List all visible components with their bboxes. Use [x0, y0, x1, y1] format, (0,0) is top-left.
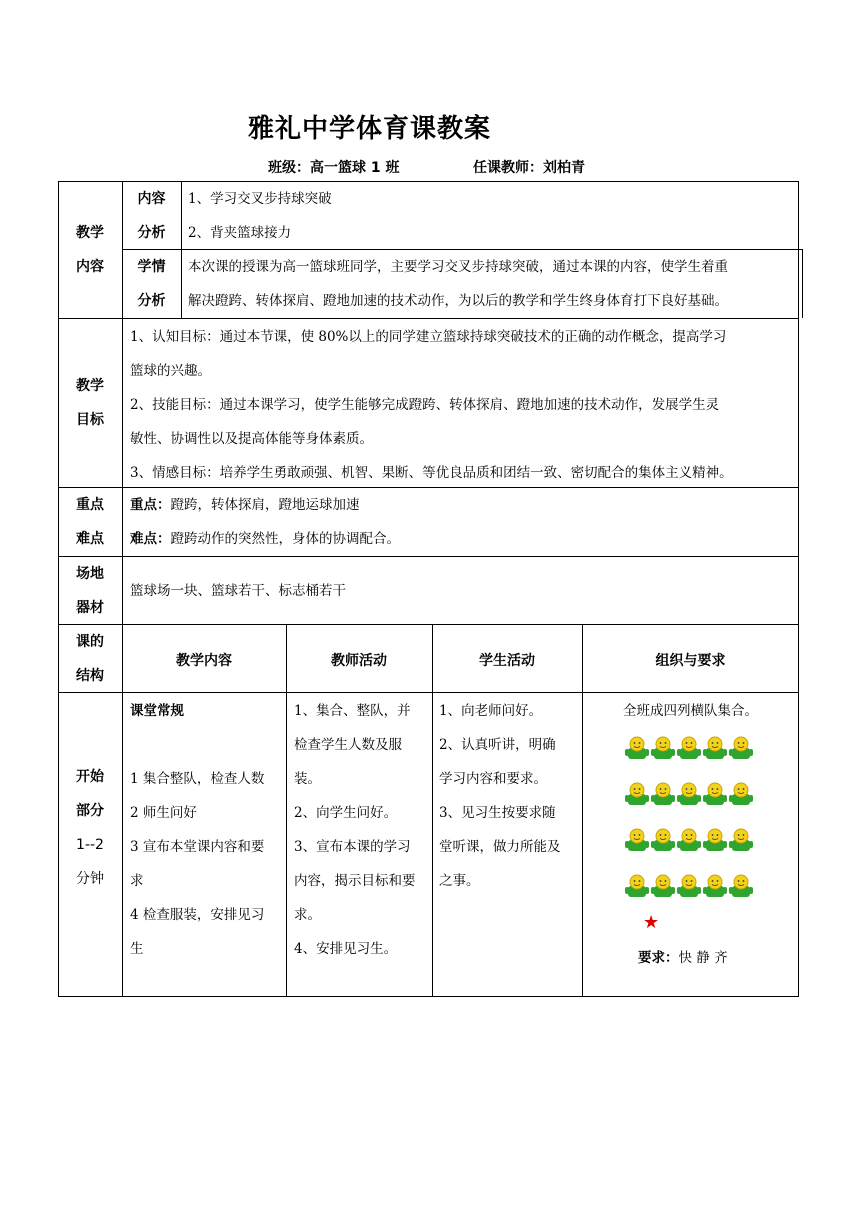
- student-figure-icon: [677, 737, 701, 759]
- col-divider: [286, 624, 287, 997]
- student-figure-icon: [703, 829, 727, 851]
- venue-label: 场地 器材: [76, 566, 104, 616]
- row-divider: [58, 556, 799, 557]
- row-divider: [58, 624, 799, 625]
- student-figure-icon: [703, 783, 727, 805]
- student-figure-icon: [625, 875, 649, 897]
- student-figure-icon: [729, 783, 753, 805]
- student-figure-icon: [651, 875, 675, 897]
- venue-text: 篮球场一块、篮球若干、标志桶若干: [130, 583, 346, 599]
- row-divider: [58, 692, 799, 693]
- page-title: 雅礼中学体育课教案: [248, 114, 492, 144]
- student-figure-icon: [625, 737, 649, 759]
- opening-label: 开始 部分 1--2 分钟: [76, 769, 104, 887]
- student-figure-icon: [625, 829, 649, 851]
- column-header-student: 学生活动: [479, 653, 535, 669]
- row-divider: [58, 318, 799, 319]
- key-points-text: 重点：蹬跨，转体探肩，蹬地运球加速 难点：蹬跨动作的突然性，身体的协调配合。: [130, 497, 400, 547]
- opening-student-activities: 1、向老师问好。 2、认真听讲，明确 学习内容和要求。 3、见习生按要求随 堂听课，做力所能及 之事。: [439, 703, 561, 889]
- formation-diagram: [624, 734, 760, 899]
- structure-label: 课的 结构: [76, 634, 104, 684]
- goals-text: 1、认知目标：通过本节课，使 80%以上的同学建立篮球持球突破技术的正确的动作概念，提高学习 篮球的兴趣。 2、技能目标：通过本课学习，使学生能够完成蹬跨、转体探肩、蹬地加速的技术动作，发展学生灵 敏性、协调性以及提高体能等身体素质。 3、情感目标：培养学生勇敢顽强、机智、果断、等优良品质和团结一致、密切配合的集体主义精神。: [130, 329, 733, 481]
- student-figure-icon: [703, 737, 727, 759]
- student-figure-icon: [703, 875, 727, 897]
- organization-text: 全班成四列横队集合。: [623, 703, 758, 719]
- star-icon: ★: [643, 912, 660, 933]
- student-figure-icon: [677, 875, 701, 897]
- student-figure-icon: [729, 829, 753, 851]
- teacher-label: 任课教师：刘柏青: [473, 160, 585, 176]
- key-points-label: 重点 难点: [76, 497, 104, 547]
- col-divider: [432, 624, 433, 997]
- opening-teacher-activities: 1、集合、整队，并 检查学生人数及服 装。 2、向学生问好。 3、宣布本课的学习 内容，揭示目标和要 求。 4、安排见习生。: [294, 703, 416, 957]
- student-figure-icon: [625, 783, 649, 805]
- student-figure-icon: [729, 875, 753, 897]
- student-figure-icon: [729, 737, 753, 759]
- content-analysis-text: 1、学习交叉步持球突破 2、背夹篮球接力: [188, 191, 332, 241]
- goals-label: 教学 目标: [76, 378, 104, 428]
- student-figure-icon: [651, 737, 675, 759]
- student-figure-icon: [651, 829, 675, 851]
- content-analysis-label: 内容 分析: [137, 191, 166, 241]
- situation-analysis-label: 学情 分析: [137, 259, 166, 309]
- student-figure-icon: [677, 783, 701, 805]
- teaching-content-label: 教学 内容: [76, 225, 104, 275]
- class-label: 班级：高一篮球 1 班: [268, 160, 400, 176]
- col-divider: [802, 249, 803, 318]
- opening-content: 课堂常规 1 集合整队，检查人数 2 师生问好 3 宣布本堂课内容和要 求 4 检查服装，安排见习 生: [130, 703, 265, 957]
- student-figure-icon: [651, 783, 675, 805]
- situation-analysis-text: 本次课的授课为高一篮球班同学，主要学习交叉步持球突破，通过本课的内容，使学生着重 解决蹬跨、转体探肩、蹬地加速的技术动作，为以后的教学和学生终身体育打下良好基础。: [188, 259, 728, 309]
- requirement: 要求：快 静 齐: [638, 950, 728, 966]
- column-header-content: 教学内容: [176, 653, 232, 669]
- col-divider: [582, 624, 583, 997]
- column-header-organization: 组织与要求: [655, 653, 726, 669]
- col-divider: [181, 181, 182, 318]
- column-header-teacher: 教师活动: [331, 653, 387, 669]
- student-figure-icon: [677, 829, 701, 851]
